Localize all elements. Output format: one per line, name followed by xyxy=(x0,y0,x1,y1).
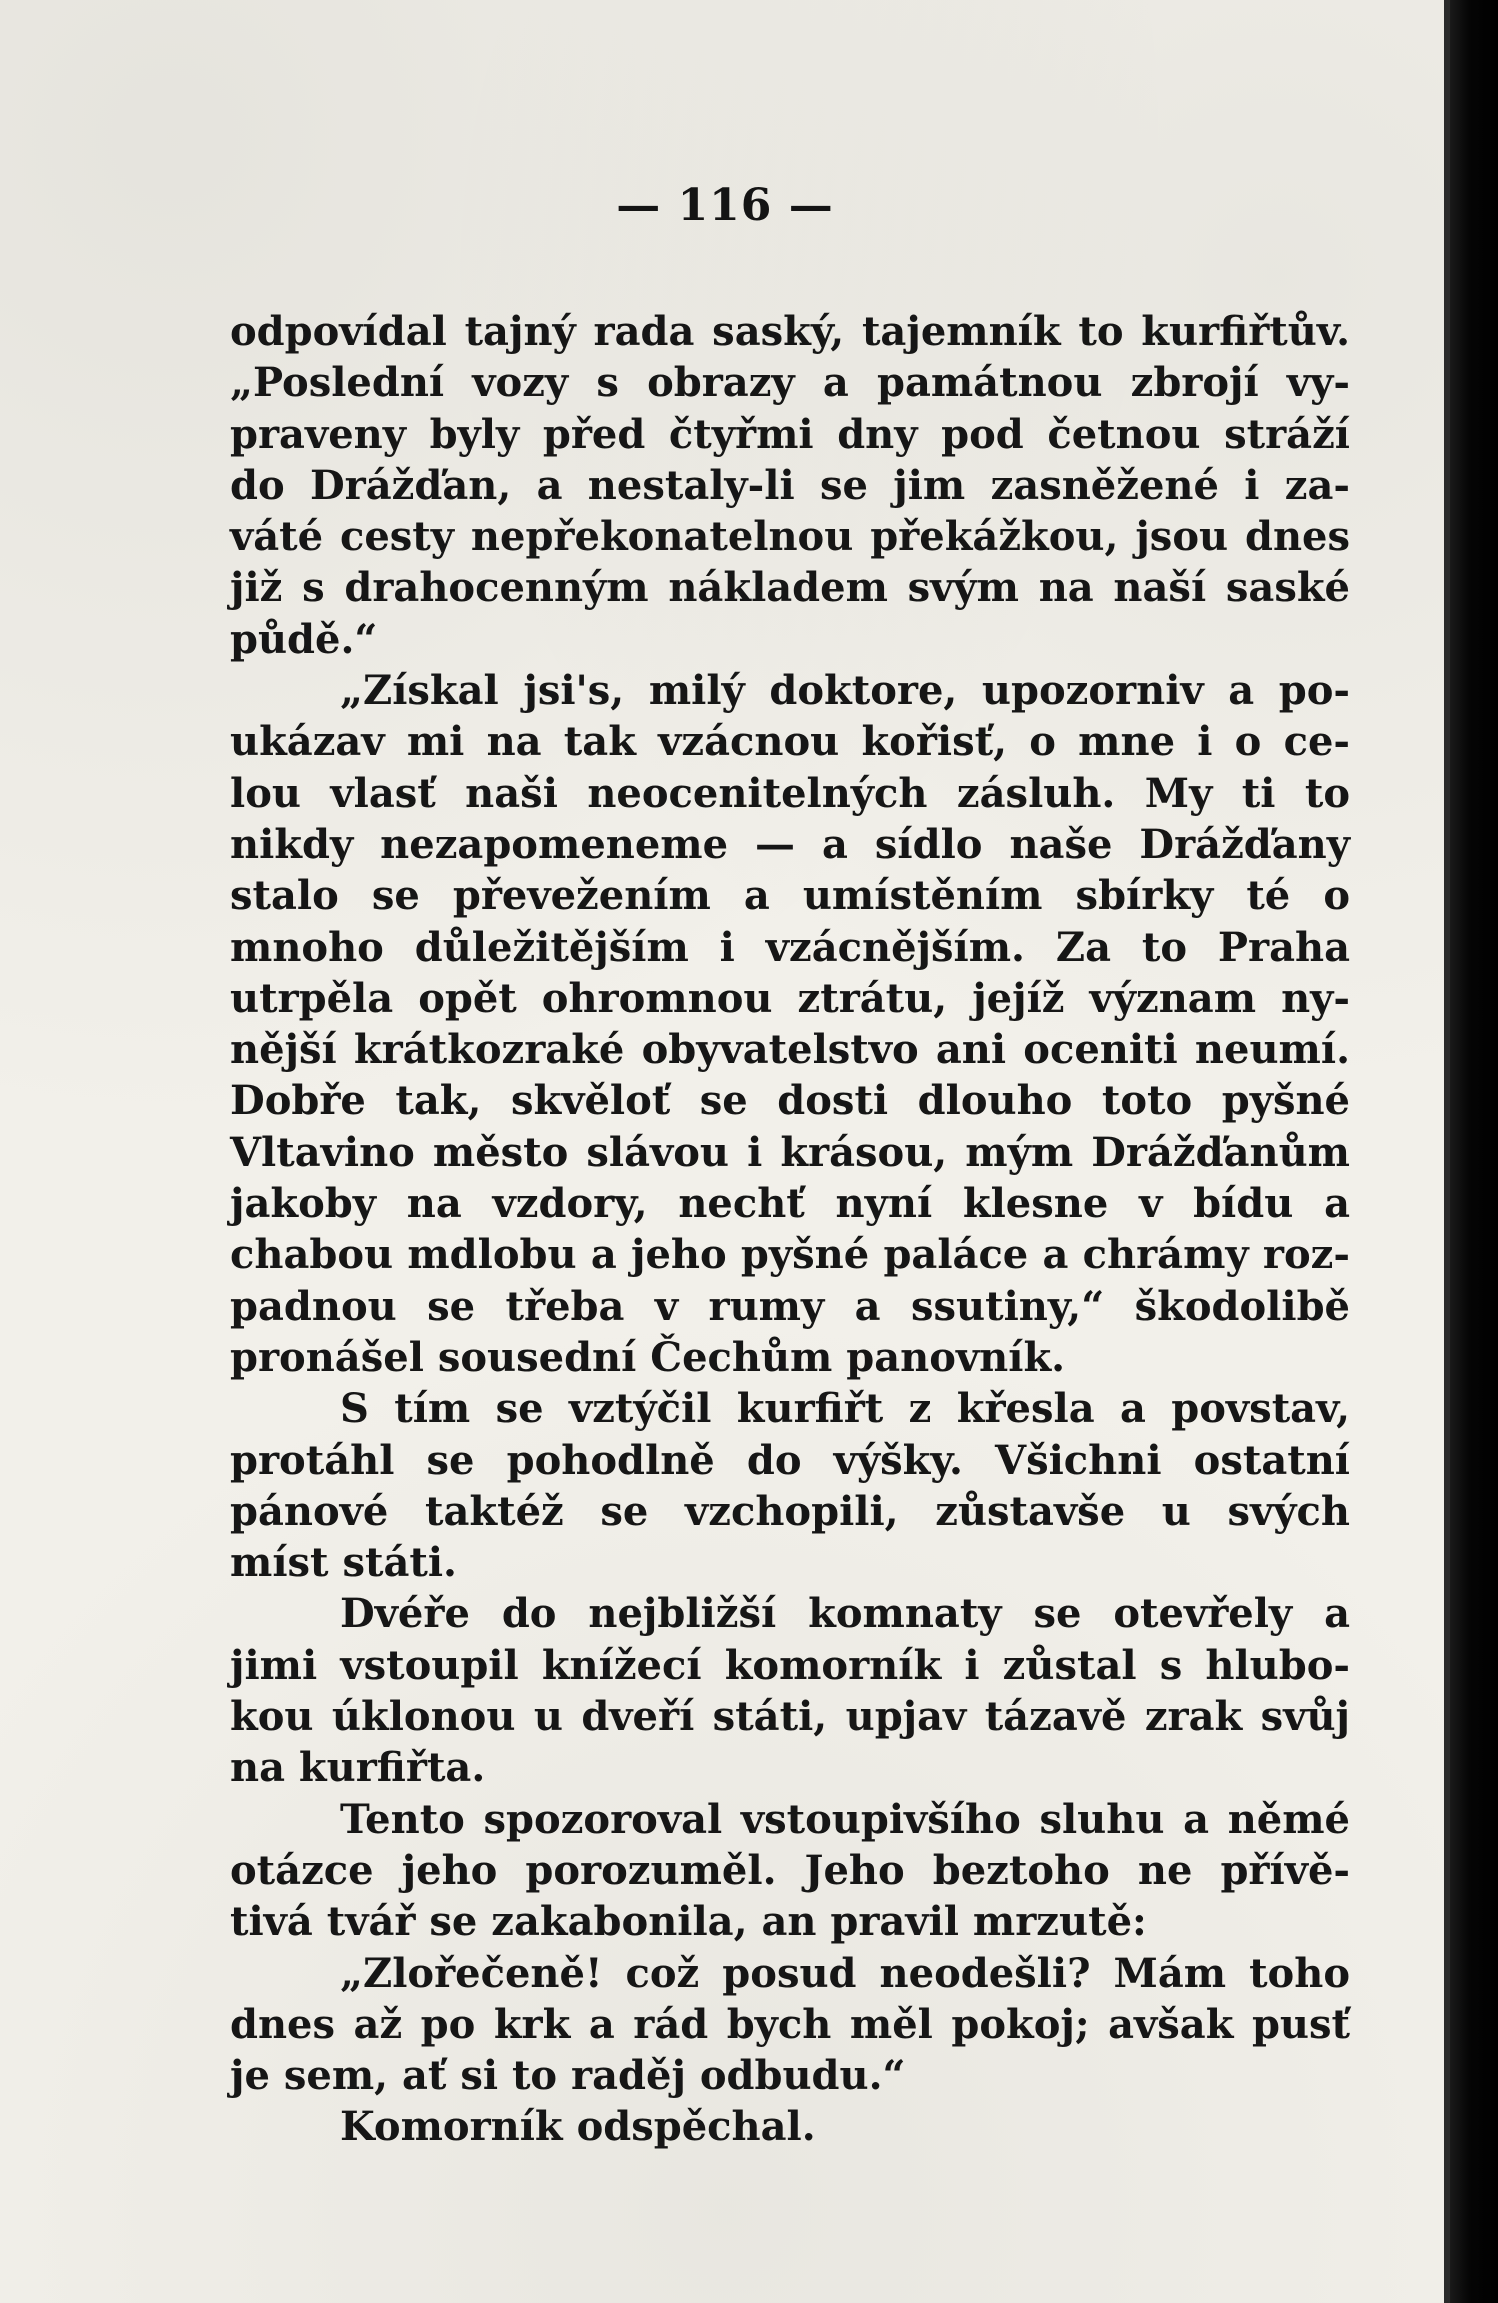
text-line: Dvéře do nejbližší komnaty se otevřely a xyxy=(340,1590,1350,1638)
text-line: dnes až po krk a rád bych měl pokoj; avšak pusť xyxy=(230,2000,1350,2048)
text-line: „Poslední vozy s obrazy a památnou zbrojí vy- xyxy=(230,359,1350,407)
text-line: pánové taktéž se vzchopili, zůstavše u svých xyxy=(230,1487,1350,1535)
text-line: „Zlořečeně! což posud neodešli? Mám toho xyxy=(340,1949,1350,1997)
text-line: váté cesty nepřekonatelnou překážkou, jsou dnes xyxy=(230,513,1350,561)
text-line: půdě.“ xyxy=(230,615,378,663)
page-number: — 116 — xyxy=(616,180,834,231)
body-text xyxy=(230,306,1350,2153)
text-line: chabou mdlobu a jeho pyšné paláce a chrámy roz- xyxy=(230,1231,1350,1279)
text-line: jimi vstoupil knížecí komorník i zůstal s hlubo- xyxy=(230,1641,1350,1689)
text-line: praveny byly před čtyřmi dny pod četnou stráží xyxy=(230,410,1350,458)
text-line: padnou se třeba v rumy a ssutiny,“ škodolibě xyxy=(230,1282,1350,1330)
text-line: nější krátkozraké obyvatelstvo ani oceniti neumí. xyxy=(230,1026,1350,1074)
text-line: nikdy nezapomeneme — a sídlo naše Drážďany xyxy=(230,820,1350,868)
text-line: stalo se převežením a umístěním sbírky té o xyxy=(230,872,1350,920)
text-line: Dobře tak, skvěloť se dosti dlouho toto pyšné xyxy=(230,1077,1350,1125)
text-line: již s drahocenným nákladem svým na naší saské xyxy=(230,564,1350,612)
text-line: odpovídal tajný rada saský, tajemník to kurfiřtův. xyxy=(230,308,1350,355)
text-line: tivá tvář se zakabonila, an pravil mrzutě: xyxy=(230,1898,1147,1946)
scan-border xyxy=(1450,0,1498,2303)
text-line: ukázav mi na tak vzácnou kořisť, o mne i o ce- xyxy=(230,718,1350,766)
text-line: utrpěla opět ohromnou ztrátu, jejíž význam ny- xyxy=(230,974,1350,1022)
text-line: Komorník odspěchal. xyxy=(340,2103,816,2151)
text-line: kou úklonou u dveří státi, upjav tázavě zrak svůj xyxy=(230,1693,1350,1741)
text-line: je sem, ať si to raděj odbudu.“ xyxy=(230,2052,906,2100)
text-line: otázce jeho porozuměl. Jeho beztoho ne přívě- xyxy=(230,1846,1350,1894)
text-line: jakoby na vzdory, nechť nyní klesne v bídu a xyxy=(230,1180,1350,1228)
text-line: „Získal jsi's, milý doktore, upozorniv a po- xyxy=(340,667,1350,715)
text-line: na kurfiřta. xyxy=(230,1744,486,1792)
text-line: pronášel sousední Čechům panovník. xyxy=(230,1333,1066,1381)
text-line: Vltavino město slávou i krásou, mým Drážďanům xyxy=(230,1128,1350,1176)
text-line: Tento spozoroval vstoupivšího sluhu a němé xyxy=(340,1795,1350,1843)
text-line: S tím se vztýčil kurfiřt z křesla a povstav, xyxy=(340,1385,1350,1433)
text-line: do Drážďan, a nestaly-li se jim zasněžené i za- xyxy=(230,461,1350,509)
text-line: míst státi. xyxy=(230,1539,457,1587)
text-line: lou vlasť naši neocenitelných zásluh. My ti to xyxy=(230,769,1350,817)
text-line: protáhl se pohodlně do výšky. Všichni ostatní xyxy=(230,1436,1350,1484)
text-line: mnoho důležitějším i vzácnějším. Za to Praha xyxy=(230,923,1350,971)
